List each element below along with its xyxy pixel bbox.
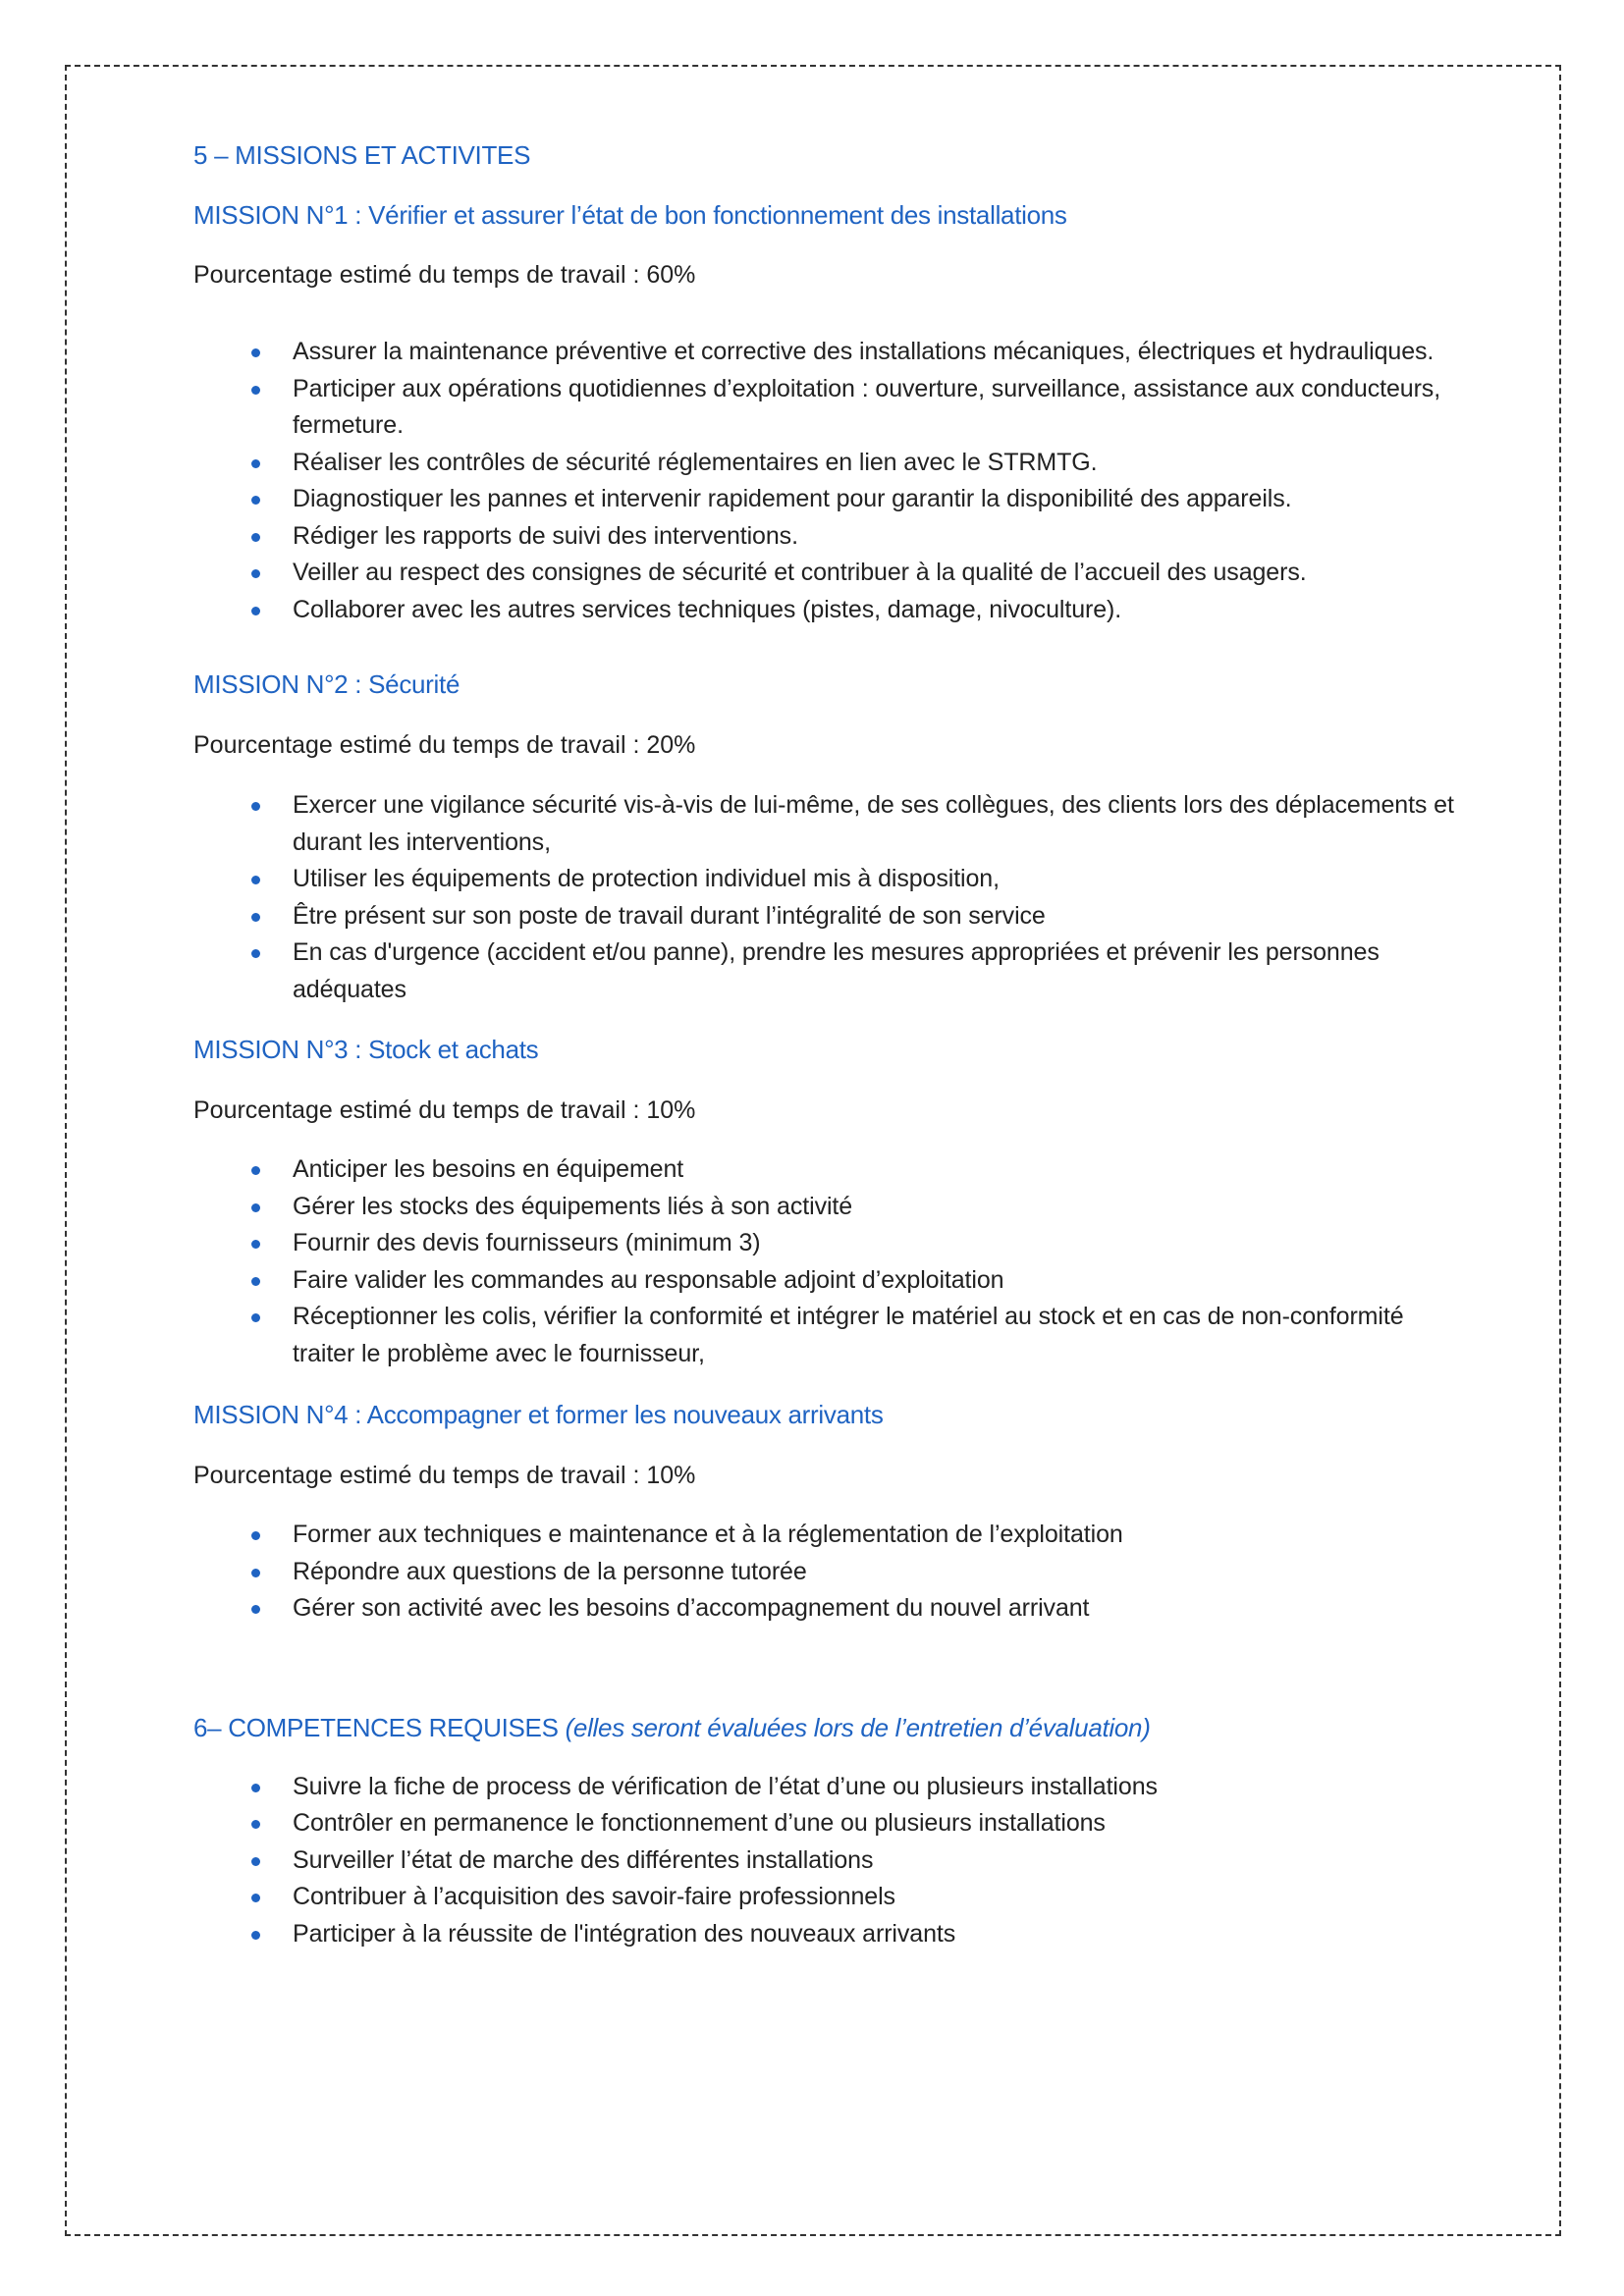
mission-1-title: MISSION N°1 : Vérifier et assurer l’état de bon fonctionnement des installations	[193, 200, 1067, 230]
bullet-icon	[251, 533, 260, 542]
list-item: Utiliser les équipements de protection individuel mis à disposition,	[193, 861, 1460, 898]
bullet-icon	[251, 348, 260, 357]
mission-2-title: MISSION N°2 : Sécurité	[193, 669, 460, 699]
bullet-icon	[251, 1569, 260, 1577]
list-item: En cas d'urgence (accident et/ou panne), prendre les mesures appropriées et prévenir les personnes adéquates	[193, 934, 1460, 1008]
bullet-icon	[251, 949, 260, 958]
bullet-icon	[251, 913, 260, 922]
document-body	[193, 137, 1460, 1952]
bullet-icon	[251, 1605, 260, 1614]
list-item: Gérer les stocks des équipements liés à son activité	[193, 1189, 1460, 1226]
bullet-icon	[251, 1894, 260, 1902]
section-5-title: 5 – MISSIONS ET ACTIVITES	[193, 140, 531, 170]
list-item: Gérer son activité avec les besoins d’accompagnement du nouvel arrivant	[193, 1590, 1460, 1628]
bullet-icon	[251, 1531, 260, 1540]
mission-2-percentage: Pourcentage estimé du temps de travail : 20%	[193, 731, 696, 759]
mission-1-percentage: Pourcentage estimé du temps de travail : 60%	[193, 261, 696, 289]
list-item: Contribuer à l’acquisition des savoir-faire professionnels	[193, 1879, 1460, 1916]
bullet-icon	[251, 1313, 260, 1322]
bullet-icon	[251, 386, 260, 395]
list-item: Assurer la maintenance préventive et corrective des installations mécaniques, électriques et hydrauliques.	[193, 334, 1460, 371]
list-item: Fournir des devis fournisseurs (minimum 3)	[193, 1225, 1460, 1262]
list-item: Veiller au respect des consignes de sécurité et contribuer à la qualité de l’accueil des usagers.	[193, 555, 1460, 592]
bullet-icon	[251, 1203, 260, 1212]
list-item: Anticiper les besoins en équipement	[193, 1151, 1460, 1189]
bullet-icon	[251, 1240, 260, 1249]
list-item: Répondre aux questions de la personne tutorée	[193, 1554, 1460, 1591]
bullet-icon	[251, 1820, 260, 1829]
section-6-list	[193, 1769, 1460, 1953]
mission-3-percentage: Pourcentage estimé du temps de travail : 10%	[193, 1096, 696, 1124]
list-item: Rédiger les rapports de suivi des interventions.	[193, 518, 1460, 556]
mission-4-title: MISSION N°4 : Accompagner et former les nouveaux arrivants	[193, 1400, 884, 1429]
bullet-icon	[251, 459, 260, 468]
bullet-icon	[251, 1857, 260, 1866]
bullet-icon	[251, 607, 260, 615]
list-item: Réceptionner les colis, vérifier la conformité et intégrer le matériel au stock et en cas de non-conformité traiter le problème avec le fournisseur,	[193, 1299, 1460, 1372]
bullet-icon	[251, 569, 260, 578]
list-item: Participer à la réussite de l'intégration des nouveaux arrivants	[193, 1916, 1460, 1953]
bullet-icon	[251, 876, 260, 884]
list-item: Diagnostiquer les pannes et intervenir rapidement pour garantir la disponibilité des appareils.	[193, 481, 1460, 518]
bullet-icon	[251, 802, 260, 811]
bullet-icon	[251, 1931, 260, 1940]
list-item: Être présent sur son poste de travail durant l’intégralité de son service	[193, 898, 1460, 935]
mission-2-list	[193, 787, 1460, 1008]
mission-4-list	[193, 1517, 1460, 1628]
list-item: Faire valider les commandes au responsable adjoint d’exploitation	[193, 1262, 1460, 1300]
section-6-title: 6– COMPETENCES REQUISES (elles seront évaluées lors de l’entretien d’évaluation)	[193, 1712, 1151, 1742]
bullet-icon	[251, 496, 260, 505]
list-item: Surveiller l’état de marche des différentes installations	[193, 1842, 1460, 1880]
list-item: Contrôler en permanence le fonctionnement d’une ou plusieurs installations	[193, 1805, 1460, 1842]
mission-4-percentage: Pourcentage estimé du temps de travail : 10%	[193, 1462, 696, 1489]
list-item: Exercer une vigilance sécurité vis-à-vis de lui-même, de ses collègues, des clients lors des déplacements et durant les interventions,	[193, 787, 1460, 861]
bullet-icon	[251, 1166, 260, 1175]
list-item: Participer aux opérations quotidiennes d’exploitation : ouverture, surveillance, assistance aux conducteurs, fermeture.	[193, 371, 1460, 445]
bullet-icon	[251, 1784, 260, 1792]
section-6-subtitle: (elles seront évaluées lors de l’entretien d’évaluation)	[565, 1712, 1151, 1742]
mission-1-list	[193, 334, 1460, 628]
mission-3-title: MISSION N°3 : Stock et achats	[193, 1035, 539, 1064]
bullet-icon	[251, 1277, 260, 1286]
list-item: Suivre la fiche de process de vérification de l’état d’une ou plusieurs installations	[193, 1769, 1460, 1806]
list-item: Collaborer avec les autres services techniques (pistes, damage, nivoculture).	[193, 592, 1460, 629]
mission-3-list	[193, 1151, 1460, 1372]
list-item: Réaliser les contrôles de sécurité réglementaires en lien avec le STRMTG.	[193, 445, 1460, 482]
list-item: Former aux techniques e maintenance et à la réglementation de l’exploitation	[193, 1517, 1460, 1554]
